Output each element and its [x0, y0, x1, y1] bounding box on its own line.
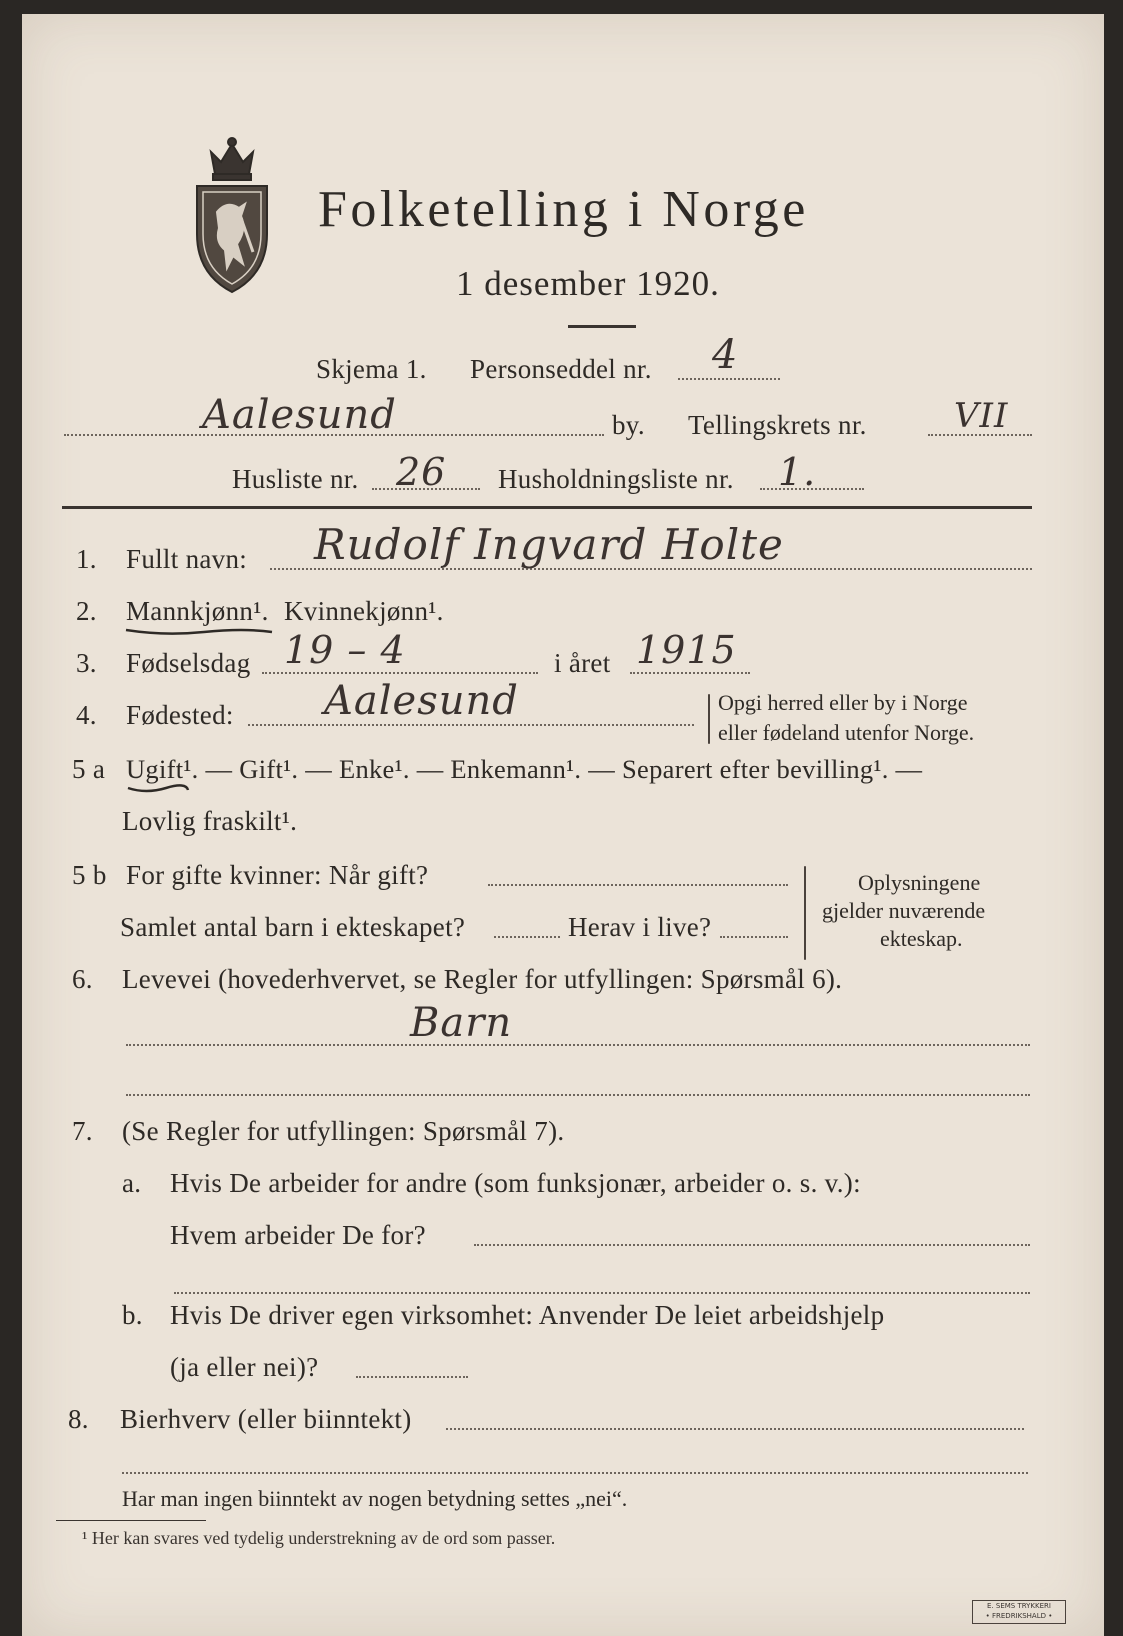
q3-year-label: i året — [554, 648, 611, 678]
q6-line-2 — [126, 1094, 1030, 1096]
q5b-children-line — [494, 936, 560, 938]
husholdningsliste-label: Husholdningsliste nr. — [498, 464, 734, 494]
q2-number: 2. — [76, 596, 97, 626]
q6-line-1 — [126, 1044, 1030, 1046]
q4-note-line1: Opgi herred eller by i Norge — [718, 690, 968, 715]
q1-number: 1. — [76, 544, 97, 574]
q7b-answer-line — [356, 1376, 468, 1378]
q5b-married-when: For gifte kvinner: Når gift? — [126, 860, 429, 890]
tellingskrets-value: VII — [954, 396, 1009, 436]
footnote: ¹ Her kan svares ved tydelig understrekning av de ord som passer. — [82, 1528, 556, 1548]
tellingskrets-label: Tellingskrets nr. — [688, 410, 867, 440]
q2-male-underline — [124, 624, 274, 638]
printer-stamp — [972, 1600, 1066, 1624]
skjema-label: Skjema 1. — [316, 354, 427, 384]
q5b-married-line — [488, 884, 788, 886]
by-value: Aalesund — [202, 392, 397, 438]
q7a-line1: Hvis De arbeider for andre (som funksjonær, arbeider o. s. v.): — [170, 1168, 861, 1198]
norwegian-coat-of-arms-icon — [187, 134, 277, 294]
q6-number: 6. — [72, 964, 93, 994]
q4-number: 4. — [76, 700, 97, 730]
q3-number: 3. — [76, 648, 97, 678]
q5b-note-line3: ekteskap. — [880, 926, 963, 951]
printer-stamp-line2: • FREDRIKSHALD • — [985, 1612, 1053, 1620]
husliste-value: 26 — [396, 450, 447, 494]
q5b-note-line1: Oplysningene — [858, 870, 981, 895]
q5b-children-alive: Herav i live? — [568, 912, 712, 942]
q5b-children-total: Samlet antal barn i ekteskapet? — [120, 912, 466, 942]
q8-line-2 — [122, 1472, 1028, 1474]
q8-line-1 — [446, 1428, 1024, 1430]
q3-label: Fødselsdag — [126, 648, 251, 678]
q7a-answer-line-2 — [174, 1292, 1030, 1294]
q5b-note-brace — [804, 866, 806, 960]
q4-note-brace — [708, 694, 710, 744]
q7a-answer-line-1 — [474, 1244, 1030, 1246]
q8-number: 8. — [68, 1404, 89, 1434]
q3-year-line — [630, 672, 750, 674]
personseddel-label: Personseddel nr. — [470, 354, 652, 384]
q4-note-line2: eller fødeland utenfor Norge. — [718, 720, 975, 745]
husholdningsliste-value: 1. — [778, 450, 817, 494]
q5a-options-line2: Lovlig fraskilt¹. — [122, 806, 298, 836]
q7a-line2: Hvem arbeider De for? — [170, 1220, 426, 1250]
q5a-ugift-underline — [126, 782, 190, 796]
personseddel-line — [678, 378, 780, 380]
q2-female: Kvinnekjønn¹. — [284, 596, 444, 626]
q7-label: (Se Regler for utfyllingen: Spørsmål 7). — [122, 1116, 565, 1146]
q4-line — [248, 724, 694, 726]
header-divider — [62, 506, 1032, 509]
q7b-line1: Hvis De driver egen virksomhet: Anvender De leiet arbeidshjelp — [170, 1300, 885, 1330]
q8-label: Bierhverv (eller biinntekt) — [120, 1404, 412, 1434]
q3-birth-date: 19 – 4 — [284, 628, 406, 672]
census-form-page — [22, 14, 1104, 1636]
q7-number: 7. — [72, 1116, 93, 1146]
q7a-letter: a. — [122, 1168, 142, 1198]
footnote-divider — [56, 1520, 206, 1521]
husliste-label: Husliste nr. — [232, 464, 359, 494]
q4-label: Fødested: — [126, 700, 234, 730]
q6-label: Levevei (hovederhvervet, se Regler for utfyllingen: Spørsmål 6). — [122, 964, 843, 994]
q7b-line2: (ja eller nei)? — [170, 1352, 319, 1382]
q1-full-name: Rudolf Ingvard Holte — [314, 520, 784, 569]
census-date: 1 desember 1920. — [456, 264, 720, 303]
personseddel-value: 4 — [712, 332, 739, 378]
q3-birth-year: 1915 — [636, 628, 737, 672]
printer-stamp-line1: E. SEMS TRYKKERI — [987, 1602, 1051, 1610]
q1-label: Fullt navn: — [126, 544, 248, 574]
q4-birthplace: Aalesund — [324, 678, 519, 724]
by-label: by. — [612, 410, 645, 440]
form-title: Folketelling i Norge — [318, 181, 809, 238]
q6-occupation: Barn — [410, 1000, 513, 1046]
q3-date-line — [262, 672, 538, 674]
q5a-options-line1: Ugift¹. — Gift¹. — Enke¹. — Enkemann¹. — Separert efter bevilling¹. — — [126, 754, 923, 784]
q7b-letter: b. — [122, 1300, 143, 1330]
q2-male: Mannkjønn¹. — [126, 596, 269, 626]
q5b-number: 5 b — [72, 860, 107, 890]
q5a-number: 5 a — [72, 754, 106, 784]
q5b-note-line2: gjelder nuværende — [822, 898, 986, 923]
title-divider — [568, 325, 636, 328]
footer-note: Har man ingen biinntekt av nogen betydning settes „nei“. — [122, 1486, 628, 1511]
q5b-alive-line — [720, 936, 788, 938]
